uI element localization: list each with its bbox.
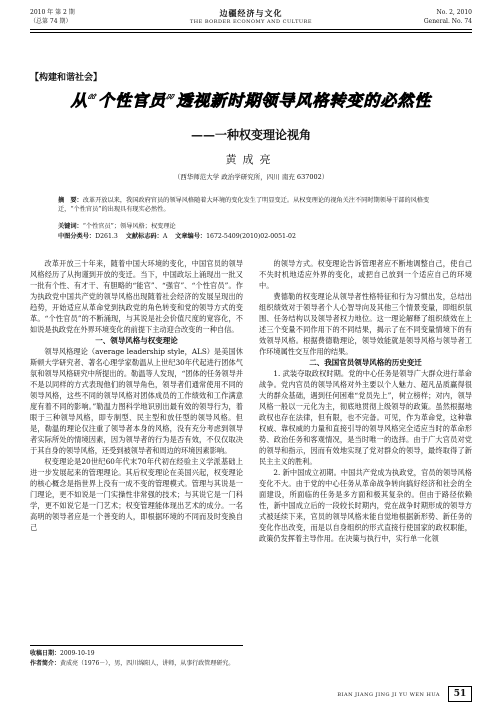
journal-name-cn: 边疆经济与文化 [219, 8, 283, 18]
body-columns [30, 258, 472, 678]
paragraph: 的领导方式。权变理论告诉管理者应不断地调整自己，使自己不失时机地适应外界的变化，或把自己放到一个适应自己的环境中。 [259, 259, 472, 290]
paragraph: 改革开放三十年来，随着中国大环境的变化，中国官员的领导风格经历了从拘谨到开放的变迁。当下，中国政坛上涌现出一批又一批有个性、有才干、有胆略的“能官”、“强官”、“个性官员”。作为执政党中国共产党的领导风格出现随着社会经济的发展呈现出的趋势，开始适应从革命党到执政党的角色转变和党的领导方式的变革。“个性官员”的不断涌现，与其说是社会价值尺度的宽容化，不如说是执政党在外界环境变化的前提下主动迎合改变的一种自信。 [30, 259, 243, 334]
section-heading-2: 二、我国官员领导风格的历史变迁 [309, 358, 422, 367]
section-heading-1: 一、领导风格与权变理论 [95, 336, 178, 345]
class-value: D261.3 [95, 233, 118, 240]
author-bio [30, 659, 234, 668]
class-label: 中图分类号： [58, 233, 96, 240]
author-bio-label: 作者简介： [30, 660, 61, 667]
doccode-value: A [162, 233, 168, 240]
abstract-text: 改革开放以来，我国政府官员的领导风格随着大环境的变化发生了明显变迁。从权变理论的视角关注不同时期领导干部的风格变迁，“个性官员”的出现具有现实必然性。 [58, 197, 430, 213]
paragraph: 权变理论是20世纪60年代末70年代初在经验主义学派基础上进一步发展起来的管理理论。其后权变理论在美国兴起，权变理论的核心概念是指世界上没有一成不变的管理模式。管理与其说是一门理论，更不如说是一门实操性非常强的技术；与其说它是一门科学，更不如说它是一门艺术；权变管理能体现出艺术的成分。一名高明的领导者应是一个善变的人，即根据环境的不同而及时变换自己 [30, 457, 243, 532]
issue-no-en: No. 2, 2010 [436, 9, 472, 16]
paragraph: 1. 武装夺取政权时期。党的中心任务是领导广大群众进行革命战争。党内官员的领导风格对外主要以个人魅力、超凡品质赢得很大的群众基础，遇到任何困难“党员先上”，树立榜样；对内，领导风格一般以一元化为主，彻底地贯彻上级领导的政策。虽然根据地政权也存在法律，但有限，也不完备。可见，作为革命党，这种靠权威、靠权威的力量和直接引导的领导风格完全适应当时的革命形势、政治任务和客观情况，是当时唯一的选择。由于广大官员对党的领导和指示，因而有效地实现了党对群众的领导，最终取得了新民主主义的胜利。 [259, 369, 472, 466]
author-bio-value: 黄成亮（1976－），男，四川绵阳人，讲师，从事行政管理研究。 [60, 660, 235, 667]
issue-year: 2010 年 第 2 期 [30, 9, 75, 16]
author-name: 黄成亮 [225, 153, 277, 166]
abstract-label: 摘 要： [58, 197, 83, 204]
header-rule-thick [30, 29, 472, 30]
articleno-value: 1672-5409(2010)02-0051-02 [206, 233, 296, 240]
left-column [30, 258, 243, 533]
header-rule-thin [30, 32, 472, 33]
page-number: 51 [448, 686, 472, 702]
issue-total: （总第 74 期） [30, 18, 72, 25]
keywords [58, 222, 444, 231]
column-tag: 【构建和谐社会】 [30, 73, 103, 83]
abstract [58, 196, 444, 214]
issue-general-en: General. No. 74 [423, 18, 472, 25]
article-subtitle: ——一种权变理论视角 [190, 128, 311, 142]
journal-name [30, 8, 472, 25]
doccode-label: 文献标志码： [125, 233, 163, 240]
issue-info-en [424, 8, 472, 26]
articleno-label: 文章编号： [175, 233, 207, 240]
article-title: 从“个性官员”透视新时期领导风格转变的必然性 [70, 91, 432, 110]
received-value: 2009-10-19 [60, 650, 95, 657]
classification-line [58, 232, 444, 241]
paragraph: 2. 新中国成立初期。中国共产党成为执政党，官员的领导风格变化不大。由于党的中心任务从革命战争转向搞好经济和社会的全面建设，所面临的任务是多方面和极其复杂的。但由于路径依赖性，新中国成立后的一段较长时期内，党在战争时期形成的领导方式被延续下来，官员的领导风格未能自觉地根据新形势、新任务的变化作出改变，而是以自身组织的形式直接行使国家的政权职能，政策仍发挥着主导作用。在决策与执行中，实行单一化领 [259, 468, 472, 543]
received-label: 收稿日期： [30, 650, 61, 657]
footer-journal-pinyin: BIAN JIANG JING JI YU WEN HUA [337, 692, 440, 698]
keywords-label: 关键词： [58, 223, 83, 230]
received-date [30, 649, 95, 658]
journal-name-en: THE BORDER ECONOMY AND CULTURE [189, 19, 313, 25]
author-affiliation: （西华师范大学 政治学研究所，四川 南充 637002） [173, 173, 329, 181]
right-column [259, 258, 472, 544]
footnote-rule [30, 645, 243, 646]
paragraph: 费德勒的权变理论从领导者性格特征和行为习惯出发，总结出组织绩效对于领导者个人心智导向及其他三个情景变量，即组织氛围、任务结构以及领导者权力地位。这一理论解释了组织绩效在上述三个变量不同作用下的不同结果，揭示了在不同变量情境下的有效领导风格。根据费德勒理论，领导效能就是领导风格与领导者工作环境属性交互作用的结果。 [259, 292, 472, 356]
keywords-text: “个性官员”；领导风格；权变理论 [82, 223, 176, 230]
paragraph: 领导风格理论（average leadership style，ALS）是美国休斯顿大学研究者、著名心理学家勒温从上世纪30年代起进行团体气氛和领导风格研究中所提出的。勒温等人发现，“团体的任务领导并不是以同样的方式表现他们的领导角色，领导者们通常使用不同的领导风格，这些不同的领导风格对团体成员的工作绩效和工作满意度有着不同的影响。”勒温力图科学地识别出最有效的领导行为，着眼于三种领导风格，即专制型、民主型和放任型的领导风格。但是，勒温的理论仅注重了领导者本身的风格，没有充分考虑到领导者实际所处的情境因素，因为领导者的行为是否有效，不仅仅取决于其自身的领导风格，还受到被领导者和周边的环境因素影响。 [30, 347, 243, 455]
